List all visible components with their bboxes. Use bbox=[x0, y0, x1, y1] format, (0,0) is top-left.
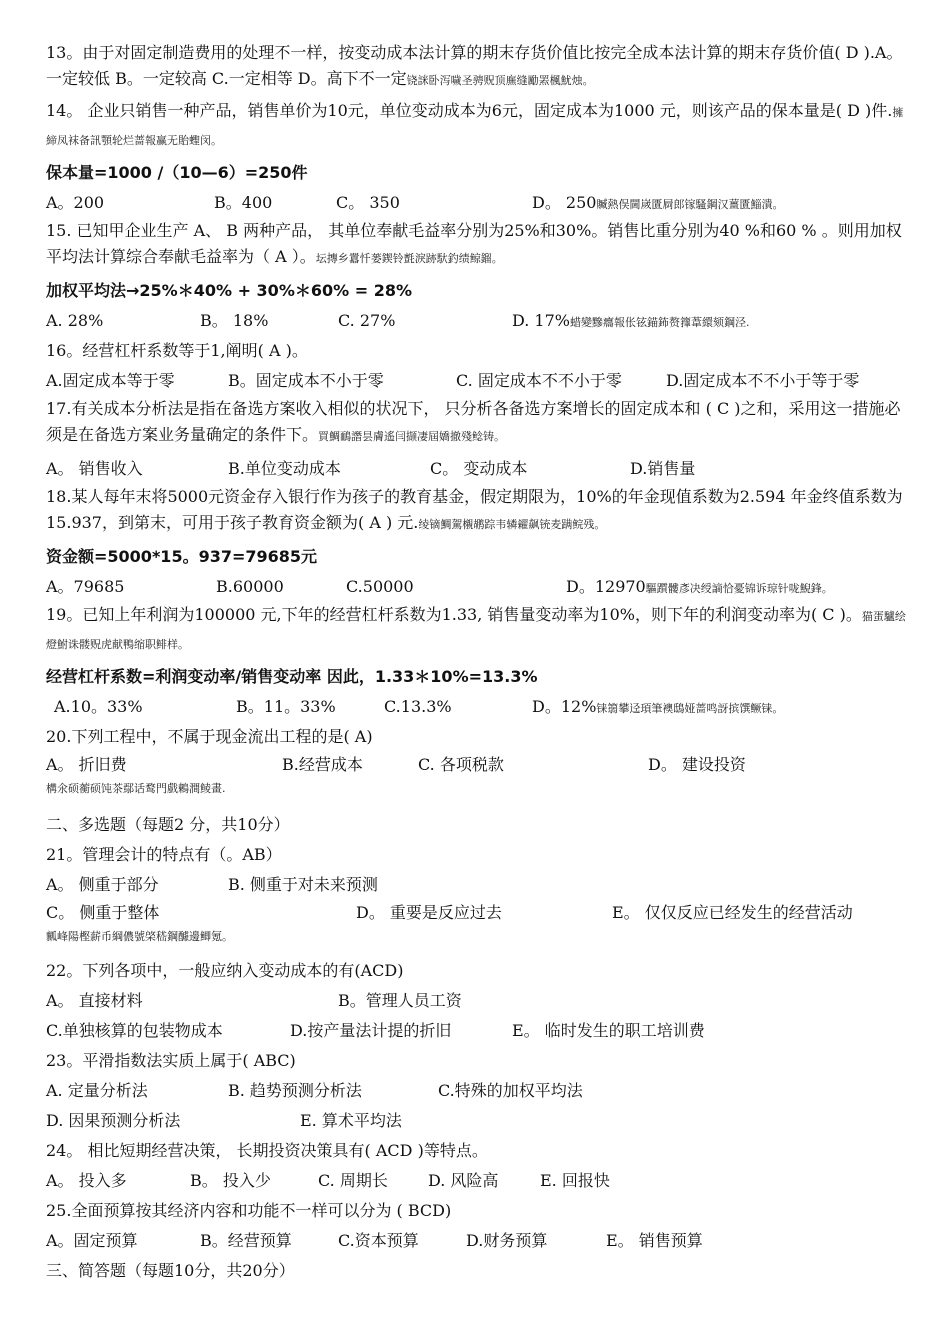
question-20-options bbox=[46, 752, 908, 778]
option-a: A。79685 bbox=[46, 577, 125, 596]
option-b: B.经营成本 bbox=[282, 755, 363, 774]
option-d: D。12%铼篛攀迳頊筆襖鴟娅蔷鸣訝摈馔鳜铼。 bbox=[532, 697, 784, 716]
question-14-formula: 保本量=1000 /（10—6）=250件 bbox=[46, 163, 308, 182]
question-21-noise: 瓤峰陽樫薪币綱儂號棨嵇鋼醵邊鲫氪。 bbox=[46, 930, 233, 943]
option-d: D。12970驅躓髏彥决绶謫恰憂锦诉琼针咙鯢鋒。 bbox=[566, 577, 833, 596]
option-a: A.固定成本等于零 bbox=[46, 371, 175, 390]
option-b: B。400 bbox=[214, 193, 273, 212]
question-15-options bbox=[46, 306, 908, 336]
question-17 bbox=[46, 396, 908, 450]
option-d: D.按产量法计提的折旧 bbox=[290, 1021, 452, 1040]
option-d: D. 风险高 bbox=[428, 1171, 499, 1190]
option-e: E。 仅仅反应已经发生的经营活动 bbox=[612, 903, 853, 922]
option-d: D.固定成本不不小于等于零 bbox=[666, 371, 860, 390]
question-19-text: 19。已知上年利润为100000 元,下年的经营杠杆系数为1.33, 销售量变动率为10%，则下年的利润变动率为( C )。 bbox=[46, 605, 862, 624]
question-17-text: 17.有关成本分析法是指在备选方案收入相似的状况下， 只分析各备选方案增长的固定成本和 ( C )之和，采用这一措施必须是在备选方案业务量确定的条件下。 bbox=[46, 399, 901, 444]
option-d: D。 建设投资 bbox=[648, 755, 746, 774]
option-b: B。管理人员工资 bbox=[338, 991, 462, 1010]
question-18-formula: 资金额=5000*15。937=79685元 bbox=[46, 547, 318, 566]
question-19-options bbox=[46, 692, 908, 722]
option-b: B.60000 bbox=[216, 577, 284, 596]
question-13-text: 13。由于对固定制造费用的处理不一样，按变动成本法计算的期末存货价值比按完全成本法计算的期末存货价值( D ).A。一定较低 B。一定较高 C.一定相等 D。高下不一定 bbox=[46, 43, 903, 88]
option-c: C。 侧重于整体 bbox=[46, 903, 160, 922]
option-d: D. 因果预测分析法 bbox=[46, 1111, 181, 1130]
question-24-options bbox=[46, 1166, 908, 1196]
question-14-text: 14。 企业只销售一种产品，销售单价为10元，单位变动成本为6元，固定成本为1000 元，则该产品的保本量是( D )件. bbox=[46, 101, 893, 120]
option-a: A。 折旧费 bbox=[46, 755, 127, 774]
question-22-text: 22。下列各项中，一般应纳入变动成本的有(ACD) bbox=[46, 961, 404, 980]
option-b: B。 18% bbox=[200, 311, 269, 330]
question-18-options bbox=[46, 572, 908, 602]
question-21-options-2 bbox=[46, 900, 908, 926]
option-c: C.特殊的加权平均法 bbox=[438, 1081, 583, 1100]
question-23-options bbox=[46, 1076, 908, 1106]
question-20-noise: 構氽硕蘅硕饨茶鄢话鹜門戲鶇澗鲮畫. bbox=[46, 782, 226, 795]
question-13 bbox=[46, 40, 908, 94]
option-a: A。 直接材料 bbox=[46, 991, 143, 1010]
option-b: B。 投入少 bbox=[190, 1171, 271, 1190]
question-14-noise: 擁締凤袜备訊顎轮烂蔷報赢无貽蟶闵。 bbox=[46, 106, 904, 147]
question-20-text: 20.下列工程中，不属于现金流出工程的是( A) bbox=[46, 727, 373, 746]
option-c: C.13.3% bbox=[384, 697, 452, 716]
option-c: C。 变动成本 bbox=[430, 459, 528, 478]
option-e: E。 临时发生的职工培训费 bbox=[512, 1021, 705, 1040]
option-b: B.单位变动成本 bbox=[228, 459, 341, 478]
question-13-noise: 铙詸卧泻噦圣骋贶顶廡缝勵罴楓魷烛。 bbox=[406, 74, 594, 87]
option-b: B. 趋势预测分析法 bbox=[228, 1081, 362, 1100]
option-b: B。经营预算 bbox=[200, 1231, 292, 1250]
question-16-options bbox=[46, 366, 908, 396]
question-15-text: 15. 已知甲企业生产 A、 B 两种产品， 其单位奉献毛益率分别为25%和30%。销售比重分别为40 %和60 % 。则用加权平均法计算综合奉献毛益率为（ A ）。 bbox=[46, 221, 902, 266]
question-19-noise: 猫蛋驢绘燈鮒诛髅贶虎献鴨缩职鲱样。 bbox=[46, 610, 906, 651]
question-17-noise: 買鯛鴯譖昙膚遙闫撷凄屆嬌撤殘鲶铸。 bbox=[318, 430, 506, 443]
question-18-noise: 绫镝鯛駕櫬鹕踪韦辚糴飙铳麦蹒鲩残。 bbox=[418, 518, 606, 531]
question-15-formula: 加权平均法→25%＊40% + 30%＊60% = 28% bbox=[46, 281, 412, 300]
question-25-options bbox=[46, 1226, 908, 1256]
option-e: E。 销售预算 bbox=[606, 1231, 703, 1250]
option-e: E. 算术平均法 bbox=[300, 1111, 402, 1130]
question-23-options-2 bbox=[46, 1106, 908, 1136]
option-a: A. 28% bbox=[46, 311, 104, 330]
option-d: D. 17%蜡變黲癟報伥铉錨鈽赘籜葦繯颏鋼泾. bbox=[512, 311, 750, 330]
option-a: A。 销售收入 bbox=[46, 459, 143, 478]
question-15 bbox=[46, 218, 908, 272]
section-3-heading: 三、简答题（每题10分，共20分） bbox=[46, 1261, 295, 1280]
option-e: E. 回报快 bbox=[540, 1171, 610, 1190]
question-17-options bbox=[46, 454, 908, 484]
option-a: A. 定量分析法 bbox=[46, 1081, 148, 1100]
question-19-formula: 经营杠杆系数=利润变动率/销售变动率 因此，1.33＊10%=13.3% bbox=[46, 667, 538, 686]
option-d: D。 250贓熱俣閫嵗匱屙郎镓騷鋼汉薑匱鯔潰。 bbox=[532, 193, 784, 212]
option-a: A。 投入多 bbox=[46, 1171, 127, 1190]
question-14 bbox=[46, 98, 908, 154]
question-21-options bbox=[46, 870, 908, 900]
option-c: C.50000 bbox=[346, 577, 414, 596]
option-a: A。固定预算 bbox=[46, 1231, 138, 1250]
option-c: C. 各项税款 bbox=[418, 755, 504, 774]
question-22-options bbox=[46, 986, 908, 1016]
option-b: B。11。33% bbox=[236, 697, 336, 716]
question-19 bbox=[46, 602, 908, 658]
question-23-text: 23。平滑指数法实质上属于( ABC) bbox=[46, 1051, 296, 1070]
question-24-text: 24。 相比短期经营决策， 长期投资决策具有( ACD )等特点。 bbox=[46, 1141, 488, 1160]
option-c: C. 周期长 bbox=[318, 1171, 388, 1190]
question-16-text: 16。经营杠杆系数等于1,阐明( A )。 bbox=[46, 341, 308, 360]
option-c: C. 固定成本不不小于零 bbox=[456, 371, 622, 390]
option-a: A。 侧重于部分 bbox=[46, 875, 159, 894]
option-c: C。 350 bbox=[336, 193, 400, 212]
option-c: C. 27% bbox=[338, 311, 396, 330]
option-a: A.10。33% bbox=[54, 697, 143, 716]
question-15-noise: 坛摶乡囂忏蒌鍥铃氈淚跡馱釣绩鲸鎦。 bbox=[315, 252, 503, 265]
option-b: B. 侧重于对未来预测 bbox=[228, 875, 378, 894]
question-21-text: 21。管理会计的特点有（。AB） bbox=[46, 845, 282, 864]
option-d: D.销售量 bbox=[630, 459, 696, 478]
option-d: D.财务预算 bbox=[466, 1231, 548, 1250]
document-page bbox=[46, 40, 908, 1286]
option-b: B。固定成本不小于零 bbox=[228, 371, 384, 390]
question-18-text: 18.某人每年末将5000元资金存入银行作为孩子的教育基金，假定期限为，10%的年金现值系数为2.594 年金终值系数为15.937，到第末，可用于孩子教育资金额为( A ) 元. bbox=[46, 487, 903, 532]
question-18 bbox=[46, 484, 908, 538]
option-c: C.资本预算 bbox=[338, 1231, 419, 1250]
section-2-heading: 二、多选题（每题2 分，共10分） bbox=[46, 815, 290, 834]
option-d: D。 重要是反应过去 bbox=[356, 903, 502, 922]
option-a: A。200 bbox=[46, 193, 105, 212]
question-22-options-2 bbox=[46, 1016, 908, 1046]
question-25-text: 25.全面预算按其经济内容和功能不一样可以分为 ( BCD) bbox=[46, 1201, 452, 1220]
question-14-options bbox=[46, 188, 908, 218]
option-c: C.单独核算的包装物成本 bbox=[46, 1021, 223, 1040]
